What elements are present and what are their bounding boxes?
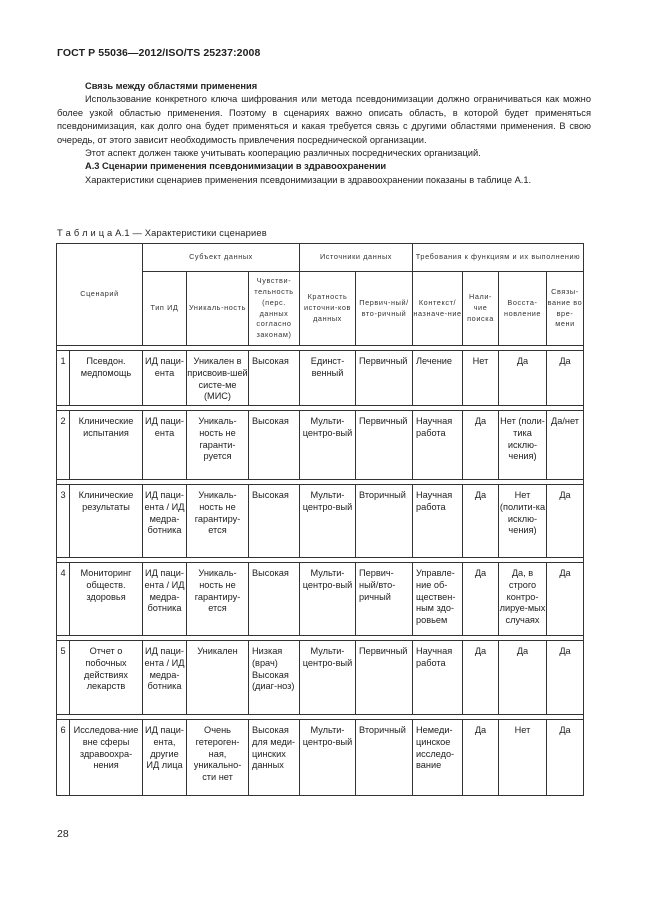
cell-id-type: ИД паци-ента — [143, 351, 187, 406]
header-recovery: Восста-новление — [499, 272, 547, 346]
cell-multiplicity: Мульти-центро-вый — [300, 485, 356, 558]
cell-context: Лечение — [413, 351, 463, 406]
cell-context: Немеди-цинское исследо-вание — [413, 720, 463, 796]
cell-search: Да — [463, 641, 499, 715]
cell-primary: Вторичный — [356, 720, 413, 796]
cell-recovery: Да — [499, 351, 547, 406]
a3-paragraph: Характеристики сценариев применения псевдонимизации в здравоохранении показаны в таблице А.1. — [85, 174, 532, 185]
cell-recovery: Нет (полити-ка исклю-чения) — [499, 485, 547, 558]
header-requirements: Требования к функциям и их выполнению — [413, 244, 584, 272]
header-search: Нали-чие поиска — [463, 272, 499, 346]
table-row — [57, 563, 584, 636]
cell-multiplicity: Мульти-центро-вый — [300, 411, 356, 480]
cell-sensitivity: Высокая — [249, 351, 300, 406]
cell-n: 2 — [57, 411, 70, 480]
cell-primary: Первичный — [356, 411, 413, 480]
section-paragraph-2: Этот аспект должен также учитывать кооперацию различных посреднических организаций. — [85, 148, 481, 159]
header-subject: Субъект данных — [143, 244, 300, 272]
cell-context: Научная работа — [413, 411, 463, 480]
cell-multiplicity: Мульти-центро-вый — [300, 720, 356, 796]
page-number: 28 — [57, 828, 69, 840]
header-uniqueness: Уникаль-ность — [187, 272, 249, 346]
cell-id-type: ИД паци-ента / ИД медра-ботника — [143, 485, 187, 558]
cell-scenario: Клинические результаты — [70, 485, 143, 558]
cell-id-type: ИД паци-ента — [143, 411, 187, 480]
header-sources: Источники данных — [300, 244, 413, 272]
cell-scenario: Отчет о побочных действиях лекарств — [70, 641, 143, 715]
cell-id-type: ИД паци-ента / ИД медра-ботника — [143, 641, 187, 715]
cell-linkage: Да — [547, 351, 584, 406]
cell-context: Научная работа — [413, 641, 463, 715]
cell-recovery: Нет — [499, 720, 547, 796]
cell-n: 3 — [57, 485, 70, 558]
cell-id-type: ИД паци-ента / ИД медра-ботника — [143, 563, 187, 636]
header-scenario: Сценарий — [57, 244, 143, 346]
cell-recovery: Да, в строго контро-лируе-мых случаях — [499, 563, 547, 636]
header-context: Контекст/ назначе-ние — [413, 272, 463, 346]
cell-linkage: Да — [547, 720, 584, 796]
cell-search: Да — [463, 563, 499, 636]
cell-context: Управле-ние об-ществен-ным здо-ровьем — [413, 563, 463, 636]
document-header: ГОСТ Р 55036—2012/ISO/TS 25237:2008 — [57, 47, 261, 59]
cell-primary: Первичный — [356, 351, 413, 406]
table-caption: Т а б л и ц а А.1 — Характеристики сценариев — [57, 228, 267, 238]
table-row — [57, 351, 584, 406]
cell-sensitivity: Высокая — [249, 563, 300, 636]
cell-search: Да — [463, 485, 499, 558]
cell-primary: Вторичный — [356, 485, 413, 558]
header-sensitivity: Чувстви-тельность (перс. данных согласно законам) — [249, 272, 300, 346]
cell-search: Да — [463, 720, 499, 796]
section-linkage — [57, 80, 591, 187]
cell-primary: Первич-ный/вто-ричный — [356, 563, 413, 636]
table-row — [57, 720, 584, 796]
cell-sensitivity: Высокая — [249, 485, 300, 558]
cell-recovery: Нет (поли-тика исклю-чения) — [499, 411, 547, 480]
section-heading: Связь между областями применения — [85, 81, 258, 91]
header-id-type: Тип ИД — [143, 272, 187, 346]
cell-uniqueness: Очень гетероген-ная, уникально-сти нет — [187, 720, 249, 796]
cell-sensitivity: Высокая для меди-цинских данных — [249, 720, 300, 796]
cell-n: 5 — [57, 641, 70, 715]
cell-linkage: Да — [547, 485, 584, 558]
cell-search: Нет — [463, 351, 499, 406]
cell-n: 1 — [57, 351, 70, 406]
cell-linkage: Да — [547, 641, 584, 715]
cell-scenario: Мониторинг обществ. здоровья — [70, 563, 143, 636]
cell-sensitivity: Высокая — [249, 411, 300, 480]
table-row — [57, 411, 584, 480]
cell-search: Да — [463, 411, 499, 480]
cell-n: 4 — [57, 563, 70, 636]
cell-id-type: ИД паци-ента, другие ИД лица — [143, 720, 187, 796]
cell-multiplicity: Единст-венный — [300, 351, 356, 406]
header-primary: Первич-ный/вто-ричный — [356, 272, 413, 346]
header-multiplicity: Кратность источни-ков данных — [300, 272, 356, 346]
cell-primary: Первичный — [356, 641, 413, 715]
cell-context: Научная работа — [413, 485, 463, 558]
table-row — [57, 641, 584, 715]
cell-linkage: Да — [547, 563, 584, 636]
cell-uniqueness: Уникаль-ность не гарантиру-ется — [187, 485, 249, 558]
cell-uniqueness: Уникален в присвоив-шей систе-ме (МИС) — [187, 351, 249, 406]
header-linkage: Связы-вание во вре-мени — [547, 272, 584, 346]
cell-uniqueness: Уникален — [187, 641, 249, 715]
table-row — [57, 485, 584, 558]
cell-n: 6 — [57, 720, 70, 796]
cell-multiplicity: Мульти-центро-вый — [300, 641, 356, 715]
cell-uniqueness: Уникаль-ность не гарантиру-ется — [187, 563, 249, 636]
cell-scenario: Клинические испытания — [70, 411, 143, 480]
cell-scenario: Исследова-ние вне сферы здравоохра-нения — [70, 720, 143, 796]
cell-linkage: Да/нет — [547, 411, 584, 480]
cell-sensitivity: Низкая (врач) Высокая (диаг-ноз) — [249, 641, 300, 715]
cell-recovery: Да — [499, 641, 547, 715]
scenarios-table — [56, 243, 584, 796]
a3-heading: А.3 Сценарии применения псевдонимизации в здравоохранении — [85, 161, 387, 172]
cell-scenario: Псевдон. медпомощь — [70, 351, 143, 406]
section-paragraph-1: Использование конкретного ключа шифрования или метода псевдонимизации должно ограничиваться как можно более узкой областью применения. Поэтому в сценариях важно описать область, в которой будет применяться псевдонимизация, как долго она будет применяться и какая требуется связь с другими областями применения. В свою очередь, от этого зависит необходимость привлечения посреднической организации. — [57, 94, 591, 145]
cell-uniqueness: Уникаль-ность не гаранти-руется — [187, 411, 249, 480]
cell-multiplicity: Мульти-центро-вый — [300, 563, 356, 636]
